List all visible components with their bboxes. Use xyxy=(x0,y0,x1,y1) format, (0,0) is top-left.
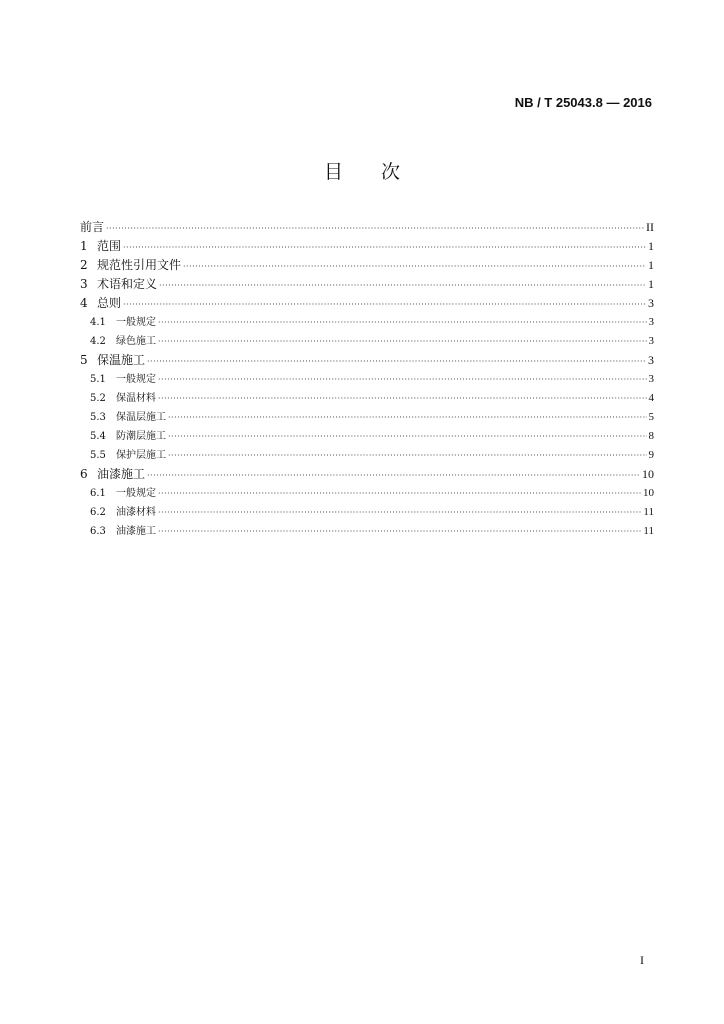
toc-entry-6-2[interactable] xyxy=(80,503,654,522)
toc-entry-label: 保温施工 xyxy=(97,353,146,367)
toc-entry-page: 3 xyxy=(648,353,654,367)
toc-entry-2[interactable] xyxy=(80,256,654,275)
toc-entry-label: 术语和定义 xyxy=(97,277,158,291)
toc-entry-page: 3 xyxy=(648,335,654,347)
toc-entry-label: 油漆材料 xyxy=(116,507,156,518)
toc-entry-page: 3 xyxy=(648,373,654,385)
toc-entry-label: 前言 xyxy=(80,220,105,234)
toc-leader-dots xyxy=(168,427,647,446)
toc-title xyxy=(0,157,724,184)
toc-entry-number: 6.2 xyxy=(90,507,106,518)
toc-leader-dots xyxy=(183,257,646,276)
toc-entry-label: 防潮层施工 xyxy=(116,431,166,442)
toc-entry-page: II xyxy=(646,220,654,234)
toc-leader-dots xyxy=(168,408,647,427)
toc-entry-label: 总则 xyxy=(97,296,122,310)
toc-leader-dots xyxy=(158,503,641,522)
toc-entry-label: 一般规定 xyxy=(116,488,156,499)
toc-leader-dots xyxy=(106,219,644,238)
toc-entry-label: 绿色施工 xyxy=(116,336,156,347)
toc-entry-label: 规范性引用文件 xyxy=(97,258,182,272)
toc-leader-dots xyxy=(147,352,646,371)
toc-entry-page: 4 xyxy=(648,392,654,404)
toc-leader-dots xyxy=(159,276,646,295)
toc-entry-label: 保温层施工 xyxy=(116,412,166,423)
toc-entry-preface[interactable] xyxy=(80,218,654,237)
toc-entry-label: 保护层施工 xyxy=(116,450,166,461)
toc-entry-page: 1 xyxy=(648,277,654,291)
toc-entry-label: 范围 xyxy=(97,239,122,253)
toc-entry-5[interactable] xyxy=(80,351,654,370)
toc-entry-number: 4.1 xyxy=(90,317,106,328)
toc-entry-number: 5 xyxy=(80,353,88,367)
toc-leader-dots xyxy=(158,522,641,541)
toc-entry-label: 油漆施工 xyxy=(97,467,146,481)
toc-entry-5-2[interactable] xyxy=(80,389,654,408)
toc-leader-dots xyxy=(158,313,647,332)
toc-entry-page: 1 xyxy=(648,258,654,272)
toc-title-char-1: 目 xyxy=(323,161,343,183)
toc-entry-label: 油漆施工 xyxy=(116,526,156,537)
toc-leader-dots xyxy=(123,295,646,314)
toc-entry-page: 8 xyxy=(648,430,654,442)
toc-entry-page: 11 xyxy=(643,506,654,518)
toc-entry-number: 5.4 xyxy=(90,431,106,442)
toc-leader-dots xyxy=(168,446,647,465)
toc-entry-4-2[interactable] xyxy=(80,332,654,351)
page-number: I xyxy=(640,953,644,967)
toc-entry-number: 4.2 xyxy=(90,336,106,347)
toc-entry-4[interactable] xyxy=(80,294,654,313)
toc-entry-page: 3 xyxy=(648,296,654,310)
toc-entry-4-1[interactable] xyxy=(80,313,654,332)
toc-entry-number: 6.3 xyxy=(90,526,106,537)
toc-entry-5-5[interactable] xyxy=(80,446,654,465)
toc-entry-page: 10 xyxy=(643,487,654,499)
toc-entry-6[interactable] xyxy=(80,465,654,484)
toc-entry-page: 10 xyxy=(642,467,654,481)
toc-entry-number: 2 xyxy=(80,258,88,272)
standard-code: NB / T 25043.8 — 2016 xyxy=(514,95,652,110)
toc-entry-page: 9 xyxy=(648,449,654,461)
toc-entry-number: 6 xyxy=(80,467,88,481)
toc-entry-number: 6.1 xyxy=(90,488,106,499)
toc-entry-6-3[interactable] xyxy=(80,522,654,541)
toc-entry-3[interactable] xyxy=(80,275,654,294)
toc-entry-label: 一般规定 xyxy=(116,317,156,328)
toc-entry-number: 5.3 xyxy=(90,412,106,423)
toc-leader-dots xyxy=(147,466,640,485)
toc-entry-6-1[interactable] xyxy=(80,484,654,503)
toc-entry-number: 5.5 xyxy=(90,450,106,461)
table-of-contents xyxy=(80,218,654,541)
toc-entry-label: 保温材料 xyxy=(116,393,156,404)
toc-leader-dots xyxy=(158,370,647,389)
toc-entry-1[interactable] xyxy=(80,237,654,256)
toc-entry-page: 3 xyxy=(648,316,654,328)
toc-entry-label: 一般规定 xyxy=(116,374,156,385)
toc-entry-5-1[interactable] xyxy=(80,370,654,389)
toc-leader-dots xyxy=(158,389,647,408)
toc-title-char-2: 次 xyxy=(381,161,401,183)
toc-entry-number: 3 xyxy=(80,277,88,291)
toc-entry-5-3[interactable] xyxy=(80,408,654,427)
toc-entry-number: 1 xyxy=(80,239,88,253)
toc-entry-page: 11 xyxy=(643,525,654,537)
toc-entry-page: 5 xyxy=(648,411,654,423)
toc-entry-page: 1 xyxy=(648,239,654,253)
toc-entry-number: 5.2 xyxy=(90,393,106,404)
toc-leader-dots xyxy=(158,332,647,351)
toc-entry-number: 5.1 xyxy=(90,374,106,385)
toc-leader-dots xyxy=(123,238,646,257)
toc-entry-5-4[interactable] xyxy=(80,427,654,446)
toc-entry-number: 4 xyxy=(80,296,88,310)
toc-leader-dots xyxy=(158,484,641,503)
